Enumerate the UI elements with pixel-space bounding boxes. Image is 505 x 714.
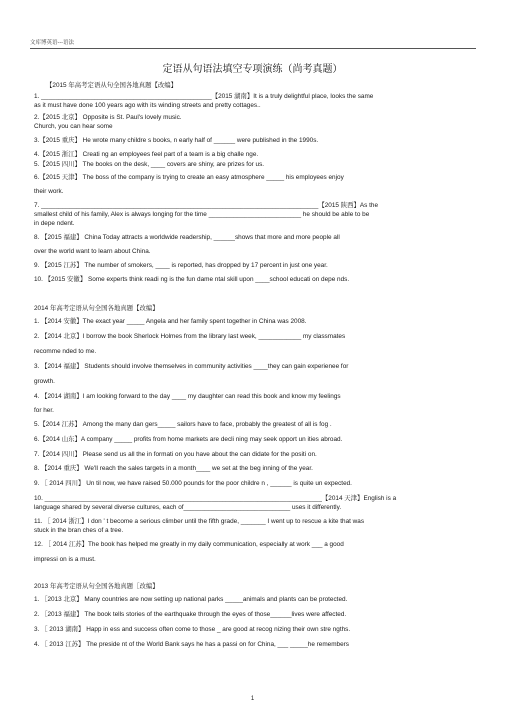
question-line: 2. 【2014 北京】I borrow the book Sherlock Holmes from the library last week, ____________ my classmates [34, 333, 346, 340]
question-line: 11. ［ 2014 浙江】I don ' t become a serious climber until the fifth grade, _______ I went up to rescue a kite that was [34, 518, 365, 525]
question-line: language shared by several diverse cultures, each of______________________________ uses it differently. [34, 504, 342, 511]
question-line: 4. 【2014 湖南】I am looking forward to the day ____ my daughter can read this book and know my feelings [34, 393, 341, 400]
page-number: 1 [250, 696, 255, 702]
question-line: 3.【2015 重庆】 He wrote many childre s books, n early half of ______ were published in the 1990s. [34, 137, 319, 144]
question-line: as it must have done 100 years ago with its winding streets and pretty cottages.. [34, 102, 261, 109]
question-line: over the world want to learn about China. [34, 248, 151, 255]
question-line: their work. [34, 188, 64, 195]
question-line: 4.【2015 浙江】 Creati ng an employees feel part of a team is a big challe nge. [34, 151, 259, 158]
section-heading-2015: 【2015 年高考定语从句全国各地真题【改编】 [46, 82, 178, 89]
question-line: 10. 【2015 安徽】 Some experts think readi ng is the fun dame ntal skill upon ____school educati on depe nds. [34, 276, 350, 283]
question-line: stuck in the bran ches of a tree. [34, 527, 124, 534]
question-line: in depe ndent. [34, 220, 75, 227]
question-line: 3. ［ 2013 湖南】 Happ in ess and success often come to those _ are good at recog nizing their own stre ngths. [34, 626, 351, 633]
question-line: smallest child of his family, Alex is always longing for the time __________________________ he should be able to be [34, 211, 370, 218]
question-line: 5.【2014 江苏】 Among the many dan gers_____ sailors have to face, probably the greatest of all is fog . [34, 421, 332, 428]
question-line: 3. 【2014 福建】 Students should involve themselves in community activities ____they can gain experienee for [34, 363, 349, 370]
question-line: 7. ______________________________________________________________________________【2015 陕西】As the [34, 202, 379, 209]
question-line: growth. [34, 378, 55, 385]
question-line: impressi on is a must. [34, 556, 96, 563]
question-line: Church, you can hear some [34, 123, 113, 130]
question-line: 2. ［2013 福建】 The book tells stories of the earthquake through the eyes of those______lives were affected. [34, 611, 347, 618]
question-line: 8. 【2014 重庆】 We'll reach the sales targets in a month____ we set at the beg inning of the year. [34, 465, 313, 472]
section-heading-2014: 2014 年高考定语从句全国各地真题【改编】 [34, 305, 159, 312]
question-line: 9. ［ 2014 四川】 Un til now, we have raised 50.000 pounds for the poor childre n , ______ is quite un expected. [34, 480, 352, 487]
page-title: 定语从句语法填空专项演练（尚考真题） [162, 64, 343, 75]
question-line: recomme nded to me. [34, 348, 97, 355]
question-line: 4. ［ 2013 江苏】 The preside nt of the World Bank says he has a passi on for China, ___ _____he remembers [34, 641, 349, 648]
question-line: 10. ______________________________________________________________________________【2014 天津】English is a [34, 495, 397, 502]
question-line: 2.【2015 北京】 Opposite is St. Paul's lovely music. [34, 114, 182, 121]
question-line: 1. 【2014 安徽】The exact year _____ Angela and her family spent together in China was 2008. [34, 318, 307, 325]
running-header: 文库博英语---语法 [30, 40, 74, 46]
question-line: 6.【2015 天津】 The boss of the company is trying to create an easy atmosphere _____ his employees enjoy [34, 174, 344, 181]
question-line: 6.【2014 山东】A company _____ profits from home markets are decli ning may seek opport un ities abroad. [34, 436, 343, 443]
question-line: for her. [34, 407, 54, 414]
question-line: 9. 【2015 江苏】 The number of smokers, ____ is reported, has dropped by 17 percent in just one year. [34, 262, 328, 269]
section-heading-2013: 2013 年高考定语从句全国各地真题［改编】 [34, 583, 159, 590]
question-line: 7.【2014 四川】 Please send us all the in formati on you have about the can didate for the positi on. [34, 451, 317, 458]
question-line: 8. 【2015 福建】 China Today attracts a worldwide readership, ______shows that more and more people all [34, 234, 340, 241]
question-line: 1. ［2013 北京】 Many countries are now setting up national parks _____animals and plants can be protected. [34, 596, 348, 603]
question-line: 5.【2015 四川】 The books on the desk, ____ covers are shiny, are prizes for us. [34, 161, 265, 168]
header-divider [30, 48, 476, 49]
question-line: 1. ________________________________________________【2015 湖南】It is a truly delightful place, looks the same [34, 93, 374, 100]
question-line: 12. ［ 2014 江苏】The book has helped me greatly in my daily communication, especially at work ___ a good [34, 541, 344, 548]
